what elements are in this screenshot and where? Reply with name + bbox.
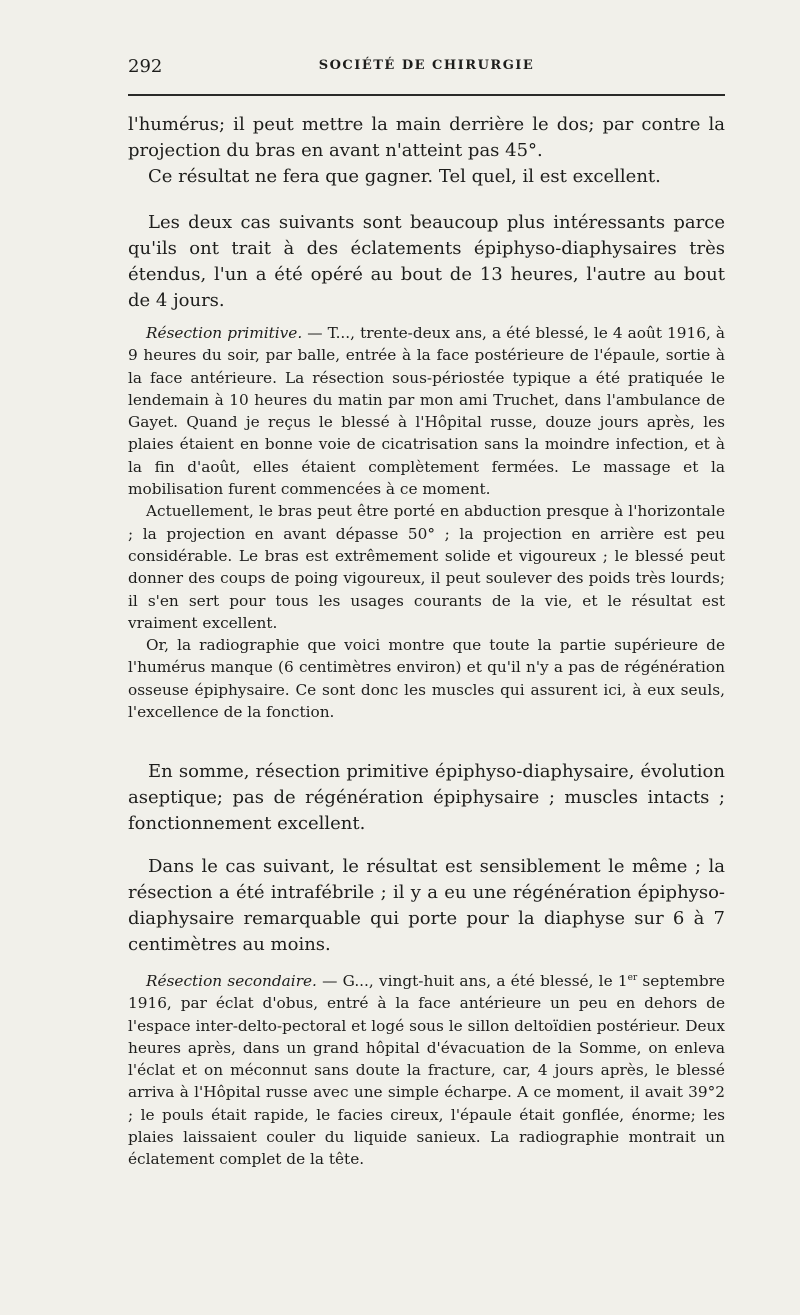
page-number: 292 <box>128 56 163 77</box>
paragraph-7: En somme, résection primitive épiphyso-diaphysaire, évolution aseptique; pas de régénération épiphysaire ; muscles intacts ; fonctionnement excellent. <box>128 761 725 834</box>
paragraph-3: Les deux cas suivants sont beaucoup plus intéressants parce qu'ils ont trait à des éclatements épiphyso-diaphysaires très étendus, l'un a été opéré au bout de 13 heures, l'autre au bout de 4 jours. <box>128 212 725 311</box>
text-block-next-case <box>128 854 725 958</box>
paragraph-6: Or, la radiographie que voici montre que toute la partie supérieure de l'humérus manque (6 centimètres environ) et qu'il n'y a pas de régénération osseuse épiphysaire. Ce sont donc les muscles qui assurent ici, à eux seuls, l'excellence de la fonction. <box>128 636 725 722</box>
case-title-primary: Résection primitive. <box>146 324 303 342</box>
paragraph-2: Ce résultat ne fera que gagner. Tel quel, il est excellent. <box>148 166 661 187</box>
case-text-secondary-b: septembre 1916, par éclat d'obus, entré à la face antérieure un peu en dehors de l'espace inter-delto-pectoral et logé sous le sillon deltoïdien postérieur. Deux heures après, dans un grand hôpital d'évacuation de la Somme, on enleva l'éclat et on méconnut sans doute la fracture, car, 4 jours après, le blessé arriva à l'Hôpital russe avec une simple écharpe. A ce moment, il avait 39°2 ; le pouls était rapide, le facies cireux, l'épaule était gonflée, énorme; les plaies laissaient couler du liquide sanieux. La radiographie montrait un éclatement complet de la tête. <box>128 972 725 1169</box>
case-text-secondary-a: — G..., vingt-huit ans, a été blessé, le 1 <box>316 972 628 990</box>
paragraph-9 <box>128 970 725 1171</box>
superscript-er: er <box>627 972 638 983</box>
text-block-cases <box>128 210 725 314</box>
text-block-intro <box>128 112 725 190</box>
case-text-primary: — T..., trente-deux ans, a été blessé, le 4 août 1916, à 9 heures du soir, par balle, entrée à la face postérieure de l'épaule, sortie à la face antérieure. La résection sous-périostée typique a été pratiquée le lendemain à 10 heures du matin par mon ami Truchet, dans l'ambulance de Gayet. Quand je reçus le blessé à l'Hôpital russe, douze jours après, les plaies étaient en bonne voie de cicatrisation sans la moindre infection, et à la fin d'août, elles étaient complètement fermées. Le massage et la mobilisation furent commencées à ce moment. <box>128 324 726 499</box>
text-block-summary <box>128 759 725 837</box>
case-report-primary <box>128 322 725 723</box>
paragraph-1: l'humérus; il peut mettre la main derrière le dos; par contre la projection du bras en avant n'atteint pas 45°. <box>128 114 725 161</box>
paragraph-4 <box>128 322 725 500</box>
case-report-secondary <box>128 970 725 1171</box>
paragraph-8: Dans le cas suivant, le résultat est sensiblement le même ; la résection a été intrafébrile ; il y a eu une régénération épiphyso-diaphysaire remarquable qui porte pour la diaphyse sur 6 à 7 centimètres au moins. <box>128 856 725 955</box>
running-title: SOCIÉTÉ DE CHIRURGIE <box>318 58 535 73</box>
header-rule <box>128 94 725 96</box>
paragraph-5: Actuellement, le bras peut être porté en abduction presque à l'horizontale ; la projection en avant dépasse 50° ; la projection en arrière est peu considérable. Le bras est extrêmement solide et vigoureux ; le blessé peut donner des coups de poing vigoureux, il peut soulever des poids très lourds; il s'en sert pour tous les usages courants de la vie, et le résultat est vraiment excellent. <box>128 502 725 632</box>
case-title-secondary: Résection secondaire. <box>146 972 317 990</box>
page-header <box>128 56 725 80</box>
